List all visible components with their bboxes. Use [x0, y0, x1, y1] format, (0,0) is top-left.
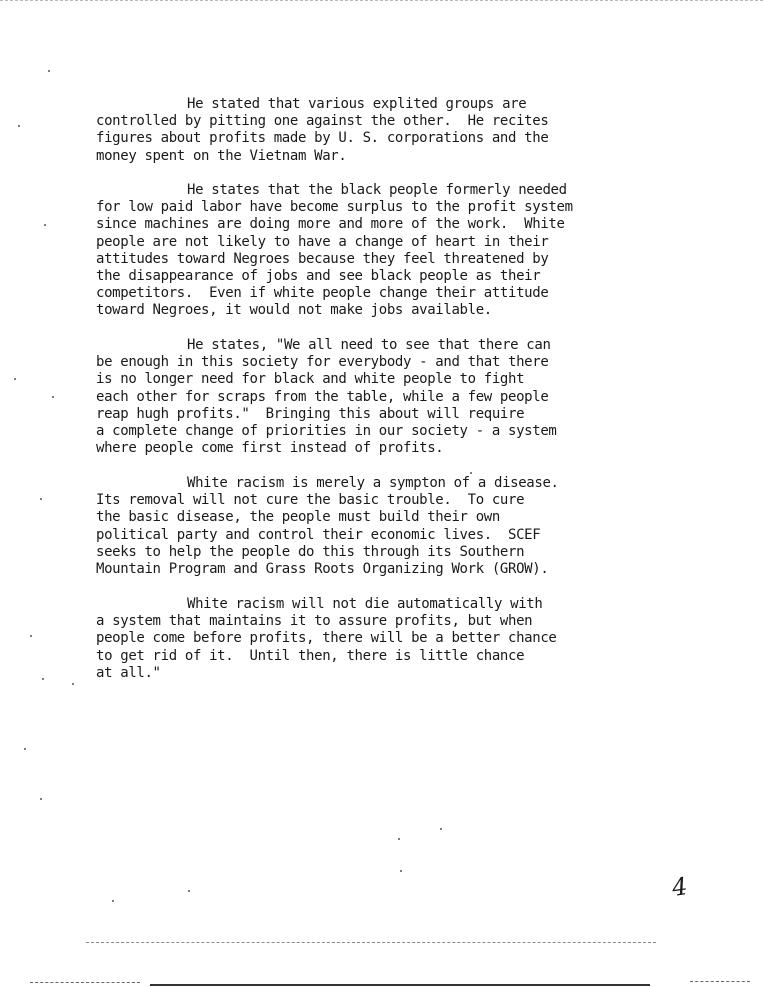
text-line: controlled by pitting one against the other. He recites: [96, 113, 549, 130]
text-line: reap hugh profits." Bringing this about will require: [96, 405, 525, 422]
scan-speck: [112, 900, 114, 902]
text-line: competitors. Even if white people change their attitude: [96, 285, 549, 302]
text-line: toward Negroes, it would not make jobs available.: [96, 302, 492, 319]
text-line: money spent on the Vietnam War.: [96, 147, 347, 164]
scan-speck: [400, 870, 402, 872]
scan-speck: [72, 683, 74, 685]
text-line: a system that maintains it to assure profits, but when: [96, 613, 533, 630]
scan-speck: [44, 224, 46, 226]
scan-dashed-line: [86, 942, 656, 943]
scan-footer-line-right: [690, 981, 750, 982]
page-number: 4: [670, 872, 690, 902]
scan-speck: [24, 748, 26, 750]
scan-speck: [40, 498, 42, 500]
text-line: He states, "We all need to see that there can: [187, 337, 551, 353]
scan-speck: [14, 378, 16, 380]
text-line: to get rid of it. Until then, there is little chance: [96, 647, 525, 664]
text-line: at all.": [96, 664, 161, 681]
text-line: a complete change of priorities in our society - a system: [96, 423, 557, 439]
text-line: the disappearance of jobs and see black people as their: [96, 268, 541, 284]
text-line: political party and control their economic lives. SCEF: [96, 526, 541, 543]
text-line: people come before profits, there will be a better chance: [96, 630, 557, 647]
scan-speck: [40, 798, 42, 800]
scan-speck: [188, 890, 190, 892]
text-line: the basic disease, the people must build their own: [96, 509, 500, 526]
text-line: White racism is merely a sympton of a disease.: [187, 475, 559, 491]
scan-speck: [398, 838, 400, 840]
scan-speck: [52, 396, 54, 398]
text-line: seeks to help the people do this through its Southern: [96, 543, 525, 560]
text-line: White racism will not die automatically with: [187, 596, 543, 612]
text-line: attitudes toward Negroes because they feel threatened by: [96, 250, 549, 267]
scan-speck: [48, 70, 50, 72]
scan-speck: [18, 125, 20, 127]
text-line: where people come first instead of profits.: [96, 440, 444, 457]
text-line: He states that the black people formerly needed: [187, 182, 567, 198]
text-line: for low paid labor have become surplus to the profit system: [96, 199, 573, 216]
scan-speck: [30, 635, 32, 637]
scan-speck: [470, 472, 472, 474]
scan-speck: [42, 678, 44, 680]
text-line: each other for scraps from the table, while a few people: [96, 388, 549, 405]
text-line: people are not likely to have a change of heart in their: [96, 233, 549, 250]
text-line: since machines are doing more and more of the work. White: [96, 216, 565, 233]
text-line: figures about profits made by U. S. corporations and the: [96, 130, 549, 147]
text-line: Mountain Program and Grass Roots Organizing Work (GROW).: [96, 561, 549, 577]
scan-footer-line: [150, 984, 650, 986]
text-line: is no longer need for black and white people to fight: [96, 371, 525, 388]
text-line: He stated that various explited groups are: [187, 96, 527, 112]
text-line: be enough in this society for everybody - and that there: [96, 354, 549, 371]
scan-footer-line-left: [30, 982, 140, 983]
scan-speck: [440, 828, 442, 830]
text-line: Its removal will not cure the basic trouble. To cure: [96, 492, 525, 509]
